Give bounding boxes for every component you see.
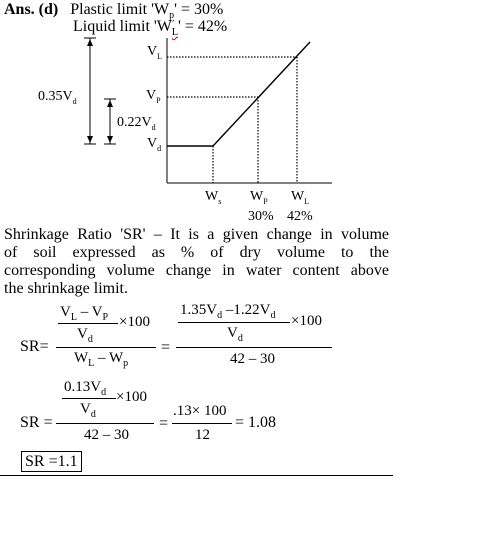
eq1-right-numerator: $1.35V_d$ $-1.22V_d$ — [180, 302, 276, 321]
eq1-times100: ×100 — [119, 314, 150, 330]
bottom-divider — [0, 475, 393, 476]
eq1-right-inner-denominator: $V_d$ — [227, 325, 243, 344]
eq2-mid-fraction-bar — [172, 423, 232, 424]
eq2-main-fraction-bar — [56, 423, 154, 424]
ws-label: $W_s$ — [205, 189, 222, 206]
eq2-mid-numerator: .13× 100 — [173, 403, 227, 419]
wp-value: 30% — [248, 209, 274, 224]
wl-label: $W_L$ — [291, 189, 310, 206]
wp-label: $W_P$ — [250, 189, 268, 206]
vp-label: $V_P$ — [146, 88, 161, 105]
outer-arrow-down — [87, 136, 93, 143]
eq2-inner-fraction-bar — [62, 398, 116, 399]
eq2-result-value: = 1.08 — [235, 414, 277, 431]
eq2-equals-1: = — [159, 415, 169, 432]
vl-label: $V_L$ — [147, 44, 163, 61]
eq1-right-main-bar — [176, 347, 332, 348]
wl-value: 42% — [287, 209, 313, 224]
eq2-times100: ×100 — [116, 389, 147, 405]
eq1-equals: = — [161, 339, 171, 356]
eq2-main-denominator: 42 – 30 — [84, 427, 129, 443]
eq1-right-denominator: 42 – 30 — [230, 351, 275, 367]
eq1-right-inner-bar — [178, 322, 290, 323]
inner-arrow-down — [107, 136, 113, 143]
vd-label: $V_d$ — [147, 136, 162, 153]
eq2-inner-denominator: $V_d$ — [80, 401, 96, 420]
outer-arrow-up — [87, 39, 93, 46]
eq1-inner-numerator: $V_L - V_P$ — [60, 304, 109, 323]
eq1-inner-denominator: $V_d$ — [77, 326, 93, 345]
eq2-inner-numerator: $0.13V_d$ — [64, 379, 107, 398]
shrinkage-graph — [0, 0, 486, 230]
definition-paragraph — [4, 226, 389, 298]
answer-label: Ans. (d) — [4, 1, 59, 18]
eq1-main-fraction-bar — [56, 347, 156, 348]
inner-arrow-up — [107, 100, 113, 107]
eq1-right-times100: ×100 — [291, 313, 322, 329]
paragraph-line-4: the shrinkage limit. — [4, 280, 128, 297]
paragraph-line-1: Shrinkage Ratio 'SR' – It is a given change in volume — [4, 226, 389, 243]
inner-dim-label: $0.22V_d$ — [117, 115, 156, 132]
liquid-limit-text: Liquid limit '$W_L' = 42\%$ — [73, 18, 228, 39]
eq1-lhs: SR= — [20, 338, 49, 355]
eq1-main-denominator: $W_L - W_p$ — [74, 350, 129, 369]
outer-dim-label: $0.35V_d$ — [38, 89, 77, 106]
eq2-lhs: SR = — [20, 414, 53, 431]
plastic-limit-text: Plastic limit '$W_p' = 30\%$ — [70, 1, 224, 22]
eq2-mid-denominator: 12 — [195, 427, 210, 443]
paragraph-line-2: of soil expressed as % of dry volume to the — [4, 244, 389, 261]
final-result-box: SR =1.1 — [21, 451, 82, 472]
eq1-inner-fraction-bar — [58, 323, 118, 324]
paragraph-line-3: corresponding volume change in water content above — [4, 262, 389, 279]
